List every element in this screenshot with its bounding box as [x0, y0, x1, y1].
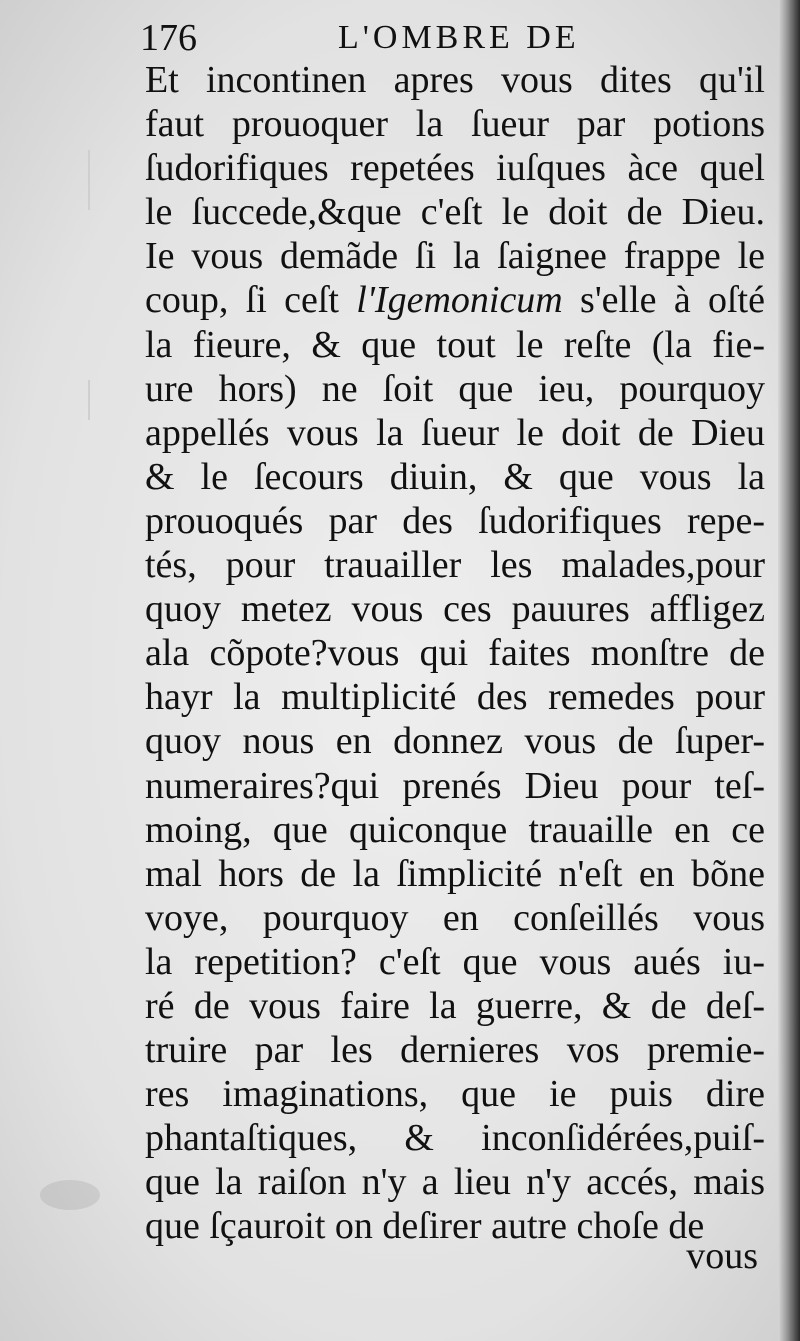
text-line: quoy metez vous ces pauures affligez: [145, 588, 765, 631]
text-line: truire par les dernieres vos premie-: [145, 1029, 765, 1072]
text-line: appellés vous la ſueur le doit de Dieu: [145, 411, 765, 454]
text-line: que ſçauroit on deſirer autre choſe de: [145, 1205, 705, 1248]
margin-mark: [88, 380, 90, 420]
running-head: L'OMBRE DE: [338, 19, 580, 56]
text-line-with-italic: [145, 278, 765, 322]
text-line: que la raiſon n'y a lieu n'y accés, mais: [145, 1161, 765, 1204]
text-line: Ie vous demãde ſi la ſaignee frappe le: [145, 235, 765, 278]
text-line: ala cõpote?vous qui faites monſtre de: [145, 632, 765, 675]
text-line: & le ſecours diuin, & que vous la: [145, 455, 765, 498]
page-edge-shadow: [778, 0, 800, 1341]
text-line: res imaginations, que ie puis dire: [145, 1073, 765, 1116]
text-line: ſudorifiques repetées iuſques àce quel: [145, 147, 765, 190]
text-line: ré de vous faire la guerre, & de deſ-: [145, 984, 765, 1027]
text-line: moing, que quiconque trauaille en ce: [145, 808, 765, 851]
body-text: [145, 58, 765, 1249]
text-line: prouoqués par des ſudorifiques repe-: [145, 499, 765, 542]
text-segment: s'elle à oſté: [562, 279, 765, 322]
text-line: ure hors) ne ſoit que ieu, pourquoy: [145, 367, 765, 410]
text-line: voye, pourquoy en conſeillés vous: [145, 896, 765, 939]
text-line: quoy nous en donnez vous de ſuper-: [145, 720, 765, 763]
text-line: faut prouoquer la ſueur par potions: [145, 103, 765, 146]
page-number: 176: [140, 17, 197, 59]
text-line: le ſuccede,&que c'eſt le doit de Dieu.: [145, 191, 765, 234]
text-line: tés, pour trauailler les malades,pour: [145, 544, 765, 587]
text-line: mal hors de la ſimplicité n'eſt en bõne: [145, 852, 765, 895]
text-line: numeraires?qui prenés Dieu pour teſ-: [145, 764, 765, 807]
text-line: Et incontinen apres vous dites qu'il: [145, 59, 765, 101]
text-segment: coup, ſi ceſt: [145, 279, 357, 322]
text-line: phantaſtiques, & inconſidérées,puiſ-: [145, 1117, 765, 1160]
catchword: vous: [686, 1235, 758, 1277]
italic-term: l'Igemonicum: [356, 279, 563, 322]
page-header: [140, 14, 760, 62]
margin-mark: [88, 150, 90, 210]
paper-smudge: [40, 1180, 100, 1210]
text-line: hayr la multiplicité des remedes pour: [145, 676, 765, 719]
text-line: la repetition? c'eſt que vous aués iu-: [145, 940, 765, 983]
text-line: la fieure, & que tout le reſte (la fie-: [145, 323, 765, 366]
